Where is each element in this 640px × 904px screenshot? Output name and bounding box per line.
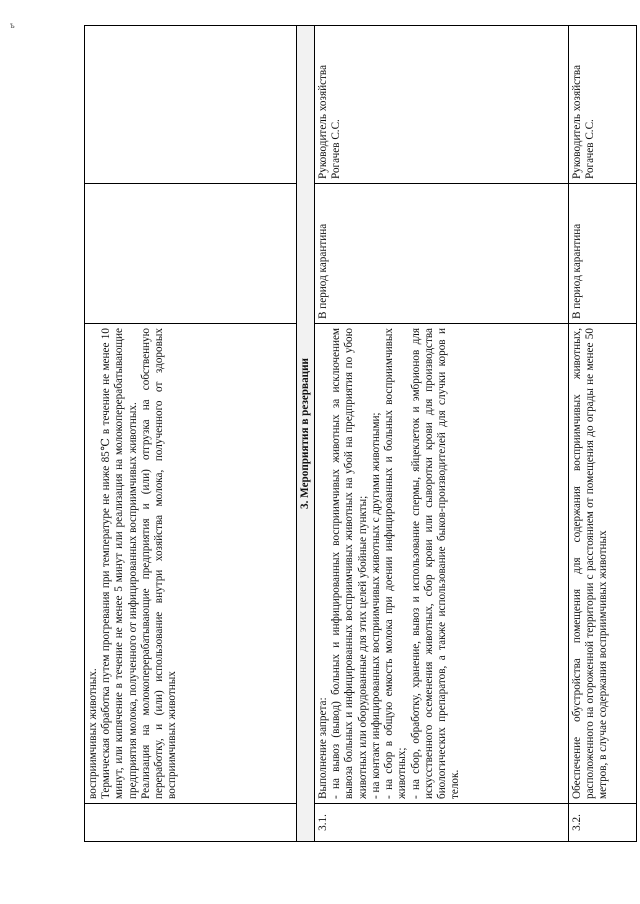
row-number: 3.1. xyxy=(315,804,569,842)
table-row xyxy=(569,26,637,842)
page-corner-mark: ъ xyxy=(10,20,15,30)
section-title: 3. Мероприятия в резервации xyxy=(297,26,315,842)
responsible-cell xyxy=(85,26,297,184)
measure-line: Обеспечение обустройства помещения для содержания восприимчивых животных, расположенного на огороженной территории с расстоянием от помещения до ограды не менее 50 метров, в случае содержания восприимчивых животных xyxy=(571,328,610,799)
row-number: 3.2. xyxy=(569,804,637,842)
measure-line: Реализация на молокоперерабатывающие предприятия и (или) отгрузка на собственную переработку, и (или) использование внутри хозяйства молока, полученного от здоровых восприимчивых животных xyxy=(139,328,179,799)
deadline-cell xyxy=(85,184,297,324)
measure-line: - на контакт инфицированных восприимчивых животных с другими животными; xyxy=(369,412,382,799)
responsible-cell: Руководитель хозяйства Рогачев С.С. xyxy=(569,26,637,184)
measure-text xyxy=(569,324,637,804)
table-row-continued xyxy=(85,26,297,842)
measure-line: Термическая обработка путем прогревания при температуре не ниже 85℃ в течение не менее 10 минут, или кипячение в течение не менее 5 минут или реализация на молокоперерабатывающие предприятия молока, полученного от инфицированных восприимчивых животных. xyxy=(100,328,139,799)
measures-table xyxy=(84,25,637,842)
responsible-cell: Руководитель хозяйства Рогачев С.С. xyxy=(315,26,569,184)
section-header-row xyxy=(297,26,315,842)
measure-text xyxy=(85,324,297,804)
measure-line: восприимчивых животных. xyxy=(87,668,99,799)
table-row xyxy=(315,26,569,842)
measure-line: Выполнение запрета: xyxy=(317,697,329,799)
rotated-document-page xyxy=(84,26,636,842)
measure-line: - на вывоз (вывод) больных и инфицированных восприимчивых животных за исключением вывоза больных и инфицированных восприимчивых животных на убой на предприятия по убою животных или оборудованные для этих целей убойные пункты; xyxy=(330,328,369,799)
measure-line: - на сбор, обработку, хранение, вывоз и использование спермы, яйцеклеток и эмбрионов для искусственного осеменения животных, сбор крови или сыворотки крови для производства биологических препаратов, а также использование быков-производителей для случки коров и телок. xyxy=(409,328,462,799)
measure-text xyxy=(315,324,569,804)
deadline-cell: В период карантина xyxy=(315,184,569,324)
row-number xyxy=(85,804,297,842)
measure-line: - на сбор в общую емкость молока при доении инфицированных и больных восприимчивых животных; xyxy=(383,328,409,799)
deadline-cell: В период карантина xyxy=(569,184,637,324)
